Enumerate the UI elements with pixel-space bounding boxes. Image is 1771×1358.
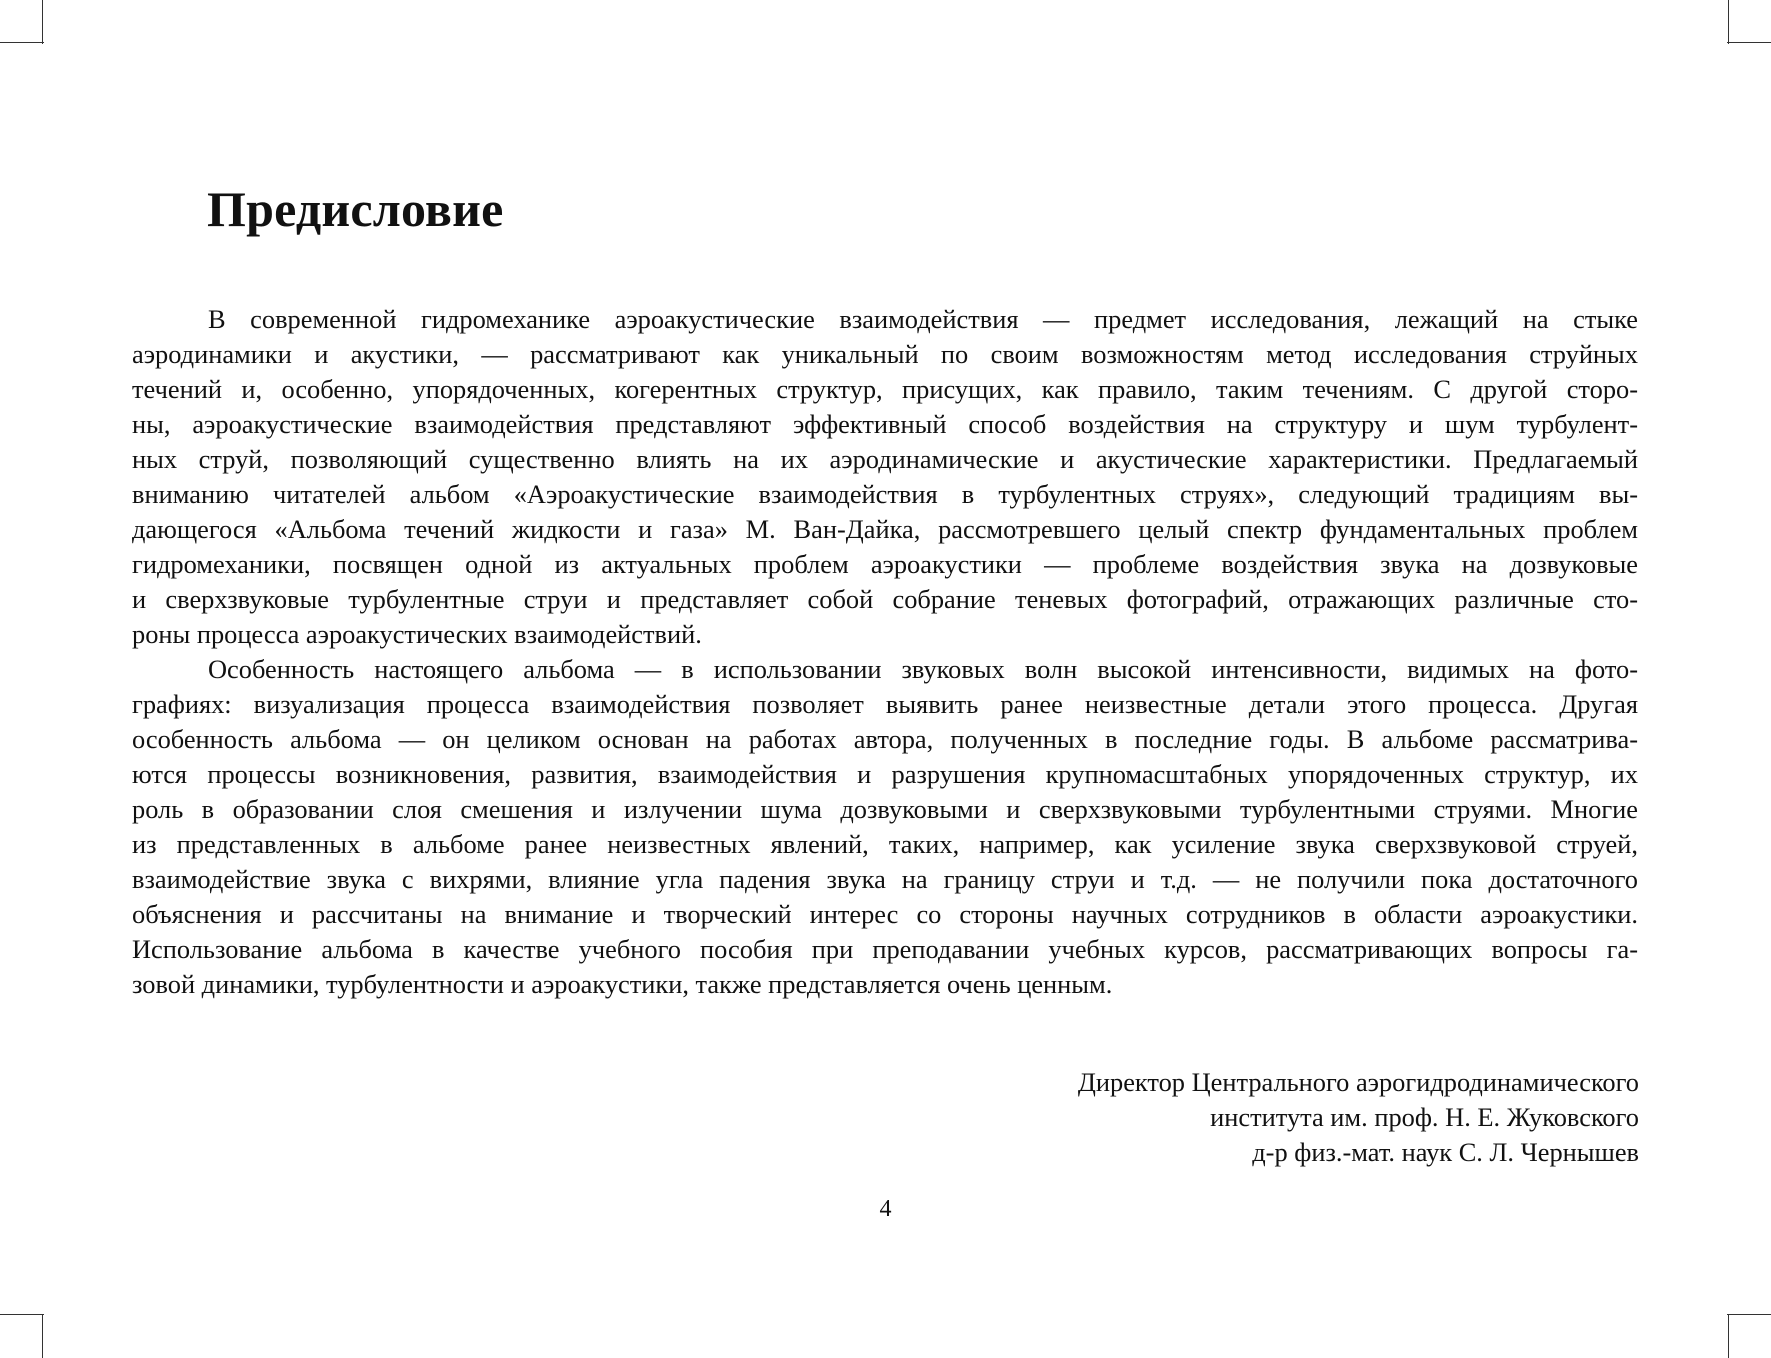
crop-mark-top-right-horizontal xyxy=(1727,42,1771,43)
crop-mark-top-left-horizontal xyxy=(0,42,44,43)
text-line: течений и, особенно, упорядоченных, когерентных структур, присущих, как правило, таким течениям. С другой сторо- xyxy=(132,374,1638,404)
text-line: и сверхзвуковые турбулентные струи и представляет собой собрание теневых фотографий, отражающих различные сто- xyxy=(132,584,1638,614)
text-line: ных струй, позволяющий существенно влиять на их аэродинамические и акустические характеристики. Предлагаемый xyxy=(132,444,1638,474)
text-line: ются процессы возникновения, развития, взаимодействия и разрушения крупномасштабных упорядоченных структур, их xyxy=(132,759,1638,789)
page-number: 4 xyxy=(879,1196,892,1222)
preface-body xyxy=(132,302,1638,1002)
signature-line-position: Директор Центрального аэрогидродинамического xyxy=(1077,1067,1639,1097)
text-line: Использование альбома в качестве учебного пособия при преподавании учебных курсов, рассматривающих вопросы га- xyxy=(132,934,1638,964)
text-line: Особенность настоящего альбома — в использовании звуковых волн высокой интенсивности, видимых на фото- xyxy=(208,654,1638,684)
signature-line-institute: института им. проф. Н. Е. Жуковского xyxy=(1210,1102,1639,1132)
text-line: особенность альбома — он целиком основан на работах автора, полученных в последние годы. В альбоме рассматрива- xyxy=(132,724,1638,754)
crop-mark-bottom-left-vertical xyxy=(42,1314,43,1358)
text-line: роль в образовании слоя смешения и излучении шума дозвуковыми и сверхзвуковыми турбулентными струями. Многие xyxy=(132,794,1638,824)
paragraph-1 xyxy=(132,302,1638,652)
text-line: В современной гидромеханике аэроакустические взаимодействия — предмет исследования, лежащий на стыке xyxy=(208,304,1638,334)
text-line: дающегося «Альбома течений жидкости и газа» М. Ван-Дайка, рассмотревшего целый спектр фундаментальных проблем xyxy=(132,514,1638,544)
crop-mark-top-right-vertical xyxy=(1728,0,1729,44)
text-line: графиях: визуализация процесса взаимодействия позволяет выявить ранее неизвестные детали этого процесса. Другая xyxy=(132,689,1638,719)
crop-mark-bottom-right-vertical xyxy=(1728,1314,1729,1358)
text-line: объяснения и рассчитаны на внимание и творческий интерес со стороны научных сотрудников в области аэроакустики. xyxy=(132,899,1638,929)
text-line: зовой динамики, турбулентности и аэроакустики, также представляется очень ценным. xyxy=(132,969,1113,999)
signature-block xyxy=(1078,1065,1639,1170)
paragraph-2 xyxy=(132,652,1638,1002)
text-line: из представленных в альбоме ранее неизвестных явлений, таких, например, как усиление звука сверхзвуковой струей, xyxy=(132,829,1638,859)
page-title: Предисловие xyxy=(207,181,504,237)
signature-line-name: д-р физ.-мат. наук С. Л. Чернышев xyxy=(1252,1137,1639,1167)
text-line: аэродинамики и акустики, — рассматривают как уникальный по своим возможностям метод исследования струйных xyxy=(132,339,1638,369)
crop-mark-bottom-left-horizontal xyxy=(0,1314,44,1315)
text-line: роны процесса аэроакустических взаимодействий. xyxy=(132,619,702,649)
text-line: взаимодействие звука с вихрями, влияние угла падения звука на границу струи и т.д. — не получили пока достаточного xyxy=(132,864,1638,894)
crop-mark-bottom-right-horizontal xyxy=(1727,1314,1771,1315)
text-line: вниманию читателей альбом «Аэроакустические взаимодействия в турбулентных струях», следующий традициям вы- xyxy=(132,479,1638,509)
text-line: гидромеханики, посвящен одной из актуальных проблем аэроакустики — проблеме воздействия звука на дозвуковые xyxy=(132,549,1638,579)
text-line: ны, аэроакустические взаимодействия представляют эффективный способ воздействия на структуру и шум турбулент- xyxy=(132,409,1638,439)
crop-mark-top-left-vertical xyxy=(42,0,43,44)
